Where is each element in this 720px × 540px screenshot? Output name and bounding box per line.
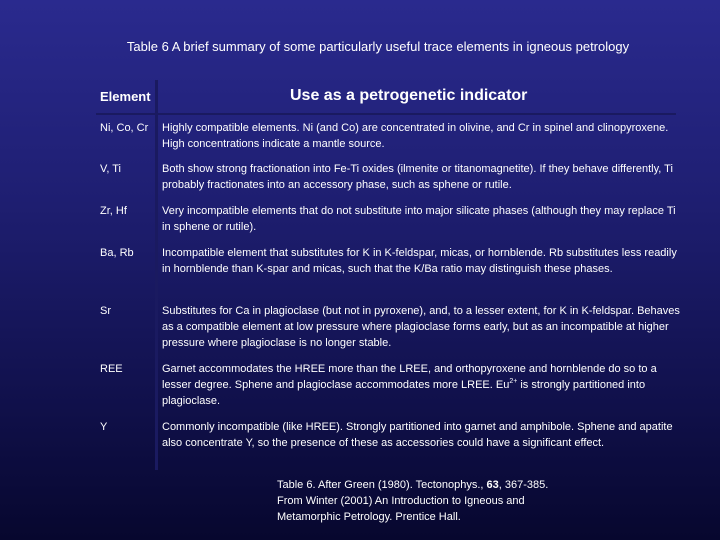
column-header-element: Element bbox=[100, 89, 151, 104]
use-text-continued: is strongly partitioned into plagioclase. bbox=[162, 379, 646, 407]
element-cell: Ba, Rb bbox=[100, 247, 134, 259]
use-cell: Incompatible element that substitutes for K in K-feldspar, micas, or hornblende. Rb substitutes less readily in hornblende than K-spar and micas, such that the K/Ba ratio may distinguish these phases. bbox=[162, 247, 677, 275]
use-text: Garnet accommodates the HREE more than the LREE, and orthopyroxene and hornblende do so to a lesser degree. Sphene and plagioclase accommodates more LREE. Eu bbox=[162, 363, 657, 391]
element-cell: Ni, Co, Cr bbox=[100, 122, 149, 134]
table-caption bbox=[277, 477, 567, 525]
element-cell: V, Ti bbox=[100, 163, 121, 175]
caption-volume: 63 bbox=[486, 479, 499, 491]
column-divider bbox=[155, 80, 158, 470]
element-cell: Y bbox=[100, 421, 108, 433]
use-cell: Highly compatible elements. Ni (and Co) are concentrated in olivine, and Cr in spinel and clinopyroxene. High concentrations indicate a mantle source. bbox=[162, 122, 669, 150]
header-divider bbox=[96, 113, 676, 115]
column-header-use: Use as a petrogenetic indicator bbox=[290, 87, 528, 104]
element-cell: Sr bbox=[100, 305, 111, 317]
use-cell bbox=[162, 361, 682, 409]
caption-text: Table 6. After Green (1980). Tectonophys., bbox=[277, 479, 487, 491]
element-cell: REE bbox=[100, 363, 123, 375]
caption-text-continued: , 367-385. From Winter (2001) An Introduction to Igneous and Metamorphic Petrology. Prentice Hall. bbox=[277, 479, 549, 523]
use-cell: Substitutes for Ca in plagioclase (but not in pyroxene), and, to a lesser extent, for K in K-feldspar. Behaves as a compatible element at low pressure where plagioclase forms early, but as an incompatible at higher pressure where plagioclase is no longer stable. bbox=[162, 305, 680, 349]
element-cell: Zr, Hf bbox=[100, 205, 127, 217]
use-cell: Both show strong fractionation into Fe-Ti oxides (ilmenite or titanomagnetite). If they behave differently, Ti probably fractionates into an accessory phase, such as sphene or rutile. bbox=[162, 163, 673, 191]
table-title: Table 6 A brief summary of some particularly useful trace elements in igneous petrology bbox=[126, 39, 630, 54]
use-cell: Very incompatible elements that do not substitute into major silicate phases (although they may replace Ti in sphene or rutile). bbox=[162, 205, 676, 233]
europium-charge-superscript: 2+ bbox=[509, 378, 518, 385]
use-cell: Commonly incompatible (like HREE). Strongly partitioned into garnet and amphibole. Sphene and apatite also concentrate Y, so the presence of these as accessories could have a significant effect. bbox=[162, 421, 673, 449]
